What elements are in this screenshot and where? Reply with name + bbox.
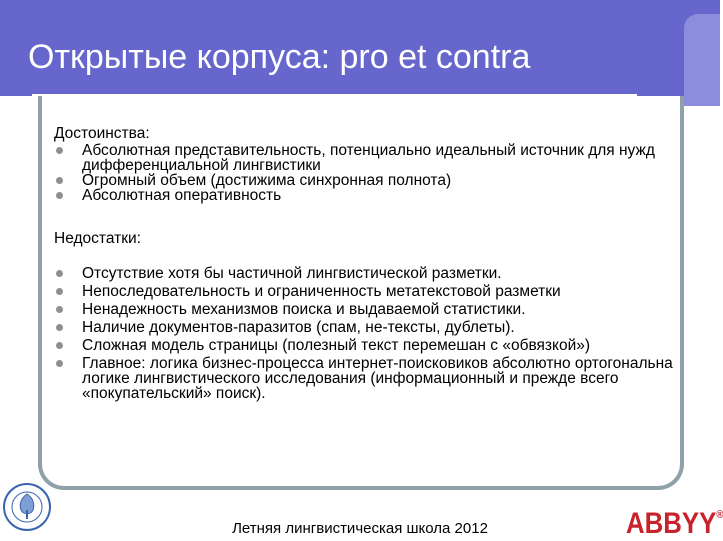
bullet-icon xyxy=(56,147,63,154)
list-item xyxy=(54,143,674,173)
registered-mark: ® xyxy=(716,509,723,521)
list-item xyxy=(54,173,674,188)
list-item-text: Главное: логика бизнес-процесса интернет-поисковиков абсолютно ортогональна логике лингвистического исследования (информационный и прежде всего «покупательский» поиск). xyxy=(82,355,673,402)
corner-decoration xyxy=(684,14,720,106)
list-item xyxy=(54,302,674,317)
list-item xyxy=(54,356,674,401)
list-item-text: Ненадежность механизмов поиска и выдаваемой статистики. xyxy=(82,301,526,318)
list-item-text: Абсолютная оперативность xyxy=(82,187,282,204)
footer-text: Летняя лингвистическая школа 2012 xyxy=(232,520,488,537)
list-item xyxy=(54,284,674,299)
disadvantages-list xyxy=(54,266,674,401)
bullet-icon xyxy=(56,324,63,331)
bullet-icon xyxy=(56,288,63,295)
bullet-icon xyxy=(56,360,63,367)
bullet-icon xyxy=(56,192,63,199)
abbyy-logo xyxy=(626,507,723,541)
list-item-text: Отсутствие хотя бы частичной лингвистической разметки. xyxy=(82,265,502,282)
list-item-text: Огромный объем (достижима синхронная полнота) xyxy=(82,172,452,189)
list-item-text: Сложная модель страницы (полезный текст перемешан с «обвязкой») xyxy=(82,337,591,354)
list-item-text: Абсолютная представительность, потенциально идеальный источник для нужд дифференциальной лингвистики xyxy=(82,142,655,174)
slide-title: Открытые корпуса: pro et contra xyxy=(28,38,531,76)
list-item xyxy=(54,266,674,281)
list-item xyxy=(54,188,674,203)
bullet-icon xyxy=(56,342,63,349)
advantages-list xyxy=(54,143,674,203)
list-item xyxy=(54,320,674,335)
bullet-icon xyxy=(56,306,63,313)
list-item-text: Непоследовательность и ограниченность метатекстовой разметки xyxy=(82,283,561,300)
list-item xyxy=(54,338,674,353)
logo-text: ABBYY xyxy=(626,507,717,540)
slide-content xyxy=(54,126,674,404)
disadvantages-heading: Недостатки: xyxy=(54,230,141,247)
bullet-icon xyxy=(56,270,63,277)
advantages-heading: Достоинства: xyxy=(54,125,150,142)
list-item-text: Наличие документов-паразитов (спам, не-тексты, дублеты). xyxy=(82,319,515,336)
bullet-icon xyxy=(56,177,63,184)
